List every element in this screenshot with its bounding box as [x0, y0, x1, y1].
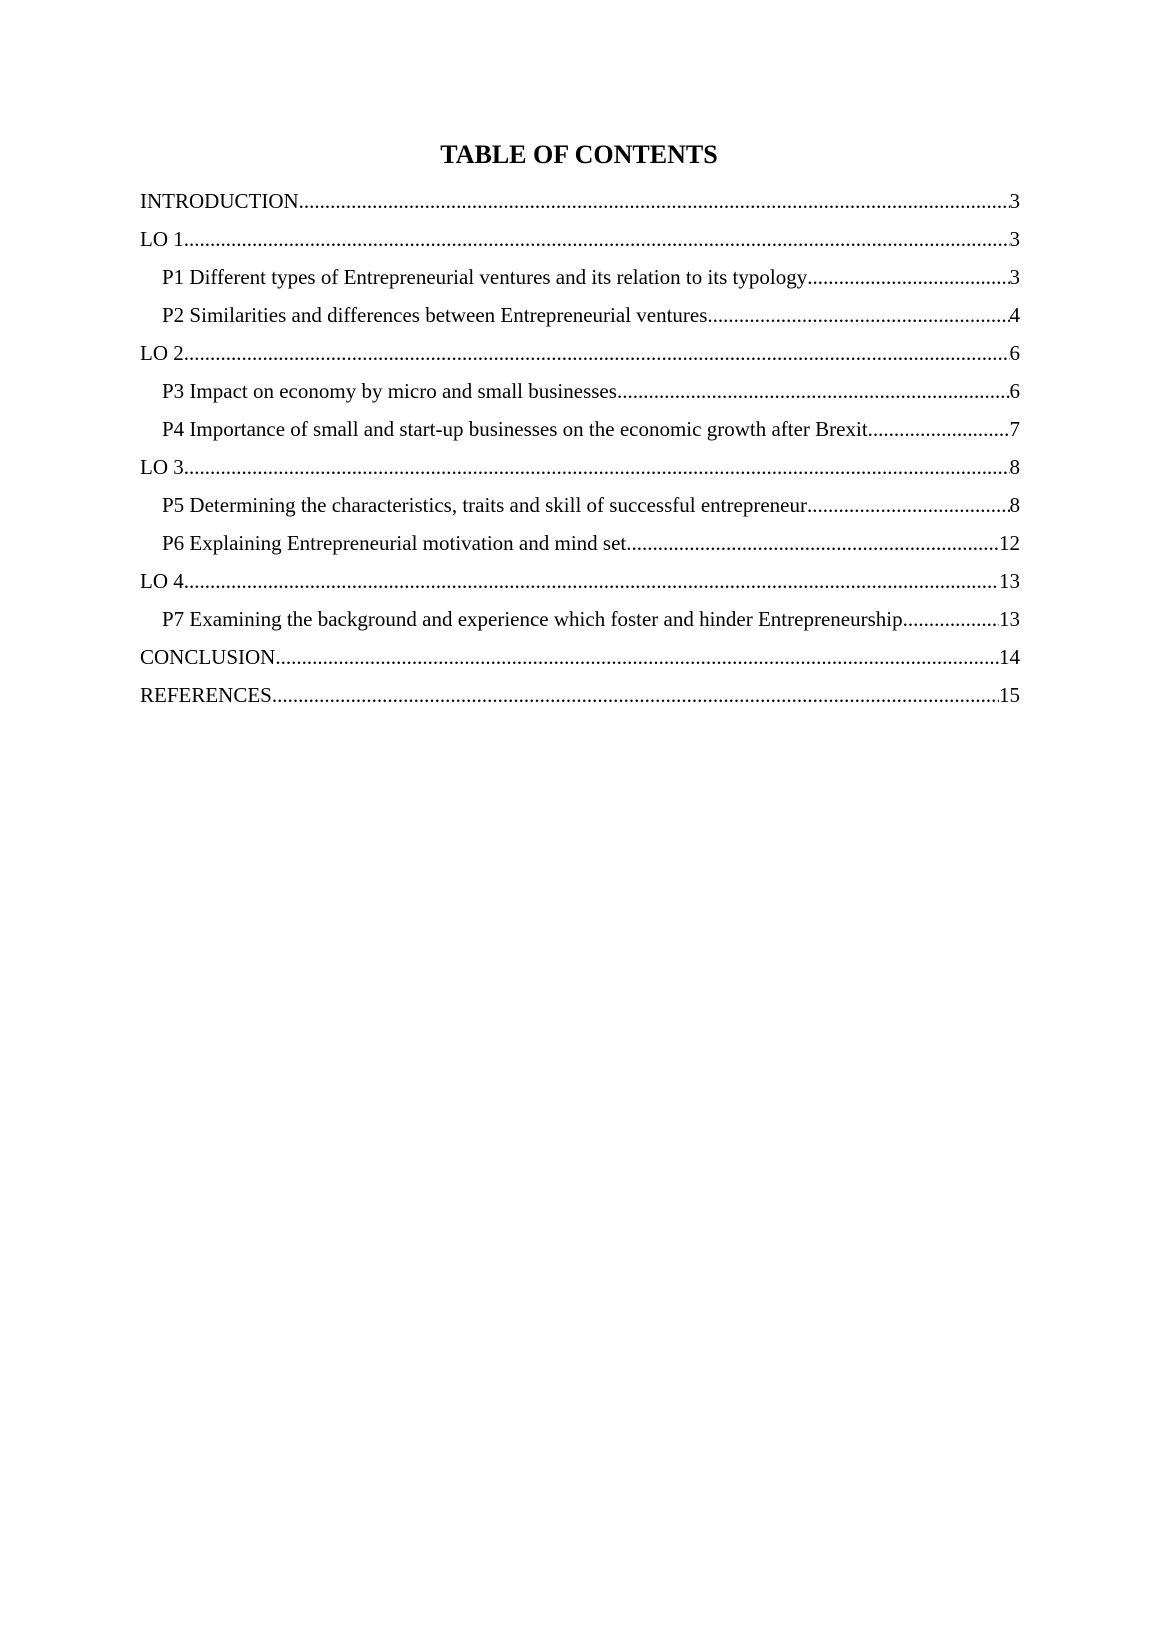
toc-entry-text: LO 2	[140, 341, 184, 365]
toc-page-number: 13	[999, 569, 1020, 593]
toc-entry-lo2[interactable]	[140, 334, 1020, 372]
toc-entry-lo1[interactable]	[140, 220, 1020, 258]
toc-entry-p6[interactable]	[140, 524, 1020, 562]
toc-entry-text: LO 4	[140, 569, 184, 593]
toc-entry-text: P3 Impact on economy by micro and small businesses	[162, 379, 617, 403]
toc-page-number: 14	[999, 645, 1020, 669]
toc-page-number: 7	[1009, 417, 1020, 441]
toc-page-number: 13	[999, 607, 1020, 631]
toc-entry-p7[interactable]	[140, 600, 1020, 638]
toc-entry-p1[interactable]	[140, 258, 1020, 296]
toc-entry-text: INTRODUCTION	[140, 189, 299, 213]
toc-page-number: 8	[1009, 455, 1020, 479]
toc-entry-text: P5 Determining the characteristics, traits and skill of successful entrepreneur	[162, 493, 807, 517]
toc-dot-leader	[184, 334, 1010, 372]
toc-title: TABLE OF CONTENTS	[440, 140, 718, 169]
toc-entry-p2[interactable]	[140, 296, 1020, 334]
toc-dot-leader	[868, 410, 1010, 448]
toc-entry-text: P7 Examining the background and experience which foster and hinder Entrepreneurship.	[162, 607, 908, 631]
toc-dot-leader	[299, 182, 1010, 220]
toc-entry-text: P4 Importance of small and start-up businesses on the economic growth after Brexit	[162, 417, 868, 441]
toc-entry-conclusion[interactable]	[140, 638, 1020, 676]
toc-page-number: 3	[1009, 189, 1020, 213]
toc-dot-leader	[184, 448, 1010, 486]
toc-entry-text: P2 Similarities and differences between Entrepreneurial ventures	[162, 303, 708, 327]
toc-dot-leader	[275, 638, 999, 676]
toc-page-number: 6	[1009, 379, 1020, 403]
toc-page-number: 8	[1009, 493, 1020, 517]
toc-entry-text: LO 1	[140, 227, 184, 251]
toc-entry-text: LO 3	[140, 455, 184, 479]
toc-entry-text: P1 Different types of Entrepreneurial ventures and its relation to its typology	[162, 265, 808, 289]
toc-entry-references[interactable]	[140, 676, 1020, 714]
toc-entry-text: P6 Explaining Entrepreneurial motivation and mind set	[162, 531, 627, 555]
toc-dot-leader	[707, 296, 1009, 334]
toc-list	[140, 182, 1020, 714]
toc-entry-text: CONCLUSION	[140, 645, 276, 669]
toc-page-number: 12	[999, 531, 1020, 555]
toc-dot-leader	[617, 372, 1010, 410]
toc-entry-p5[interactable]	[140, 486, 1020, 524]
toc-dot-leader	[184, 562, 999, 600]
toc-entry-text: REFERENCES	[140, 683, 272, 707]
toc-dot-leader	[272, 676, 999, 714]
toc-page-number: 15	[999, 683, 1020, 707]
toc-page-number: 3	[1009, 227, 1020, 251]
toc-entry-introduction[interactable]	[140, 182, 1020, 220]
toc-page-number: 4	[1009, 303, 1020, 327]
toc-dot-leader	[807, 258, 1009, 296]
toc-entry-lo4[interactable]	[140, 562, 1020, 600]
toc-entry-p3[interactable]	[140, 372, 1020, 410]
toc-entry-lo3[interactable]	[140, 448, 1020, 486]
toc-dot-leader	[626, 524, 999, 562]
toc-page-number: 3	[1009, 265, 1020, 289]
toc-entry-p4[interactable]	[140, 410, 1020, 448]
toc-dot-leader	[807, 486, 1010, 524]
toc-dot-leader	[184, 220, 1010, 258]
toc-page-number: 6	[1009, 341, 1020, 365]
toc-dot-leader	[908, 600, 999, 638]
